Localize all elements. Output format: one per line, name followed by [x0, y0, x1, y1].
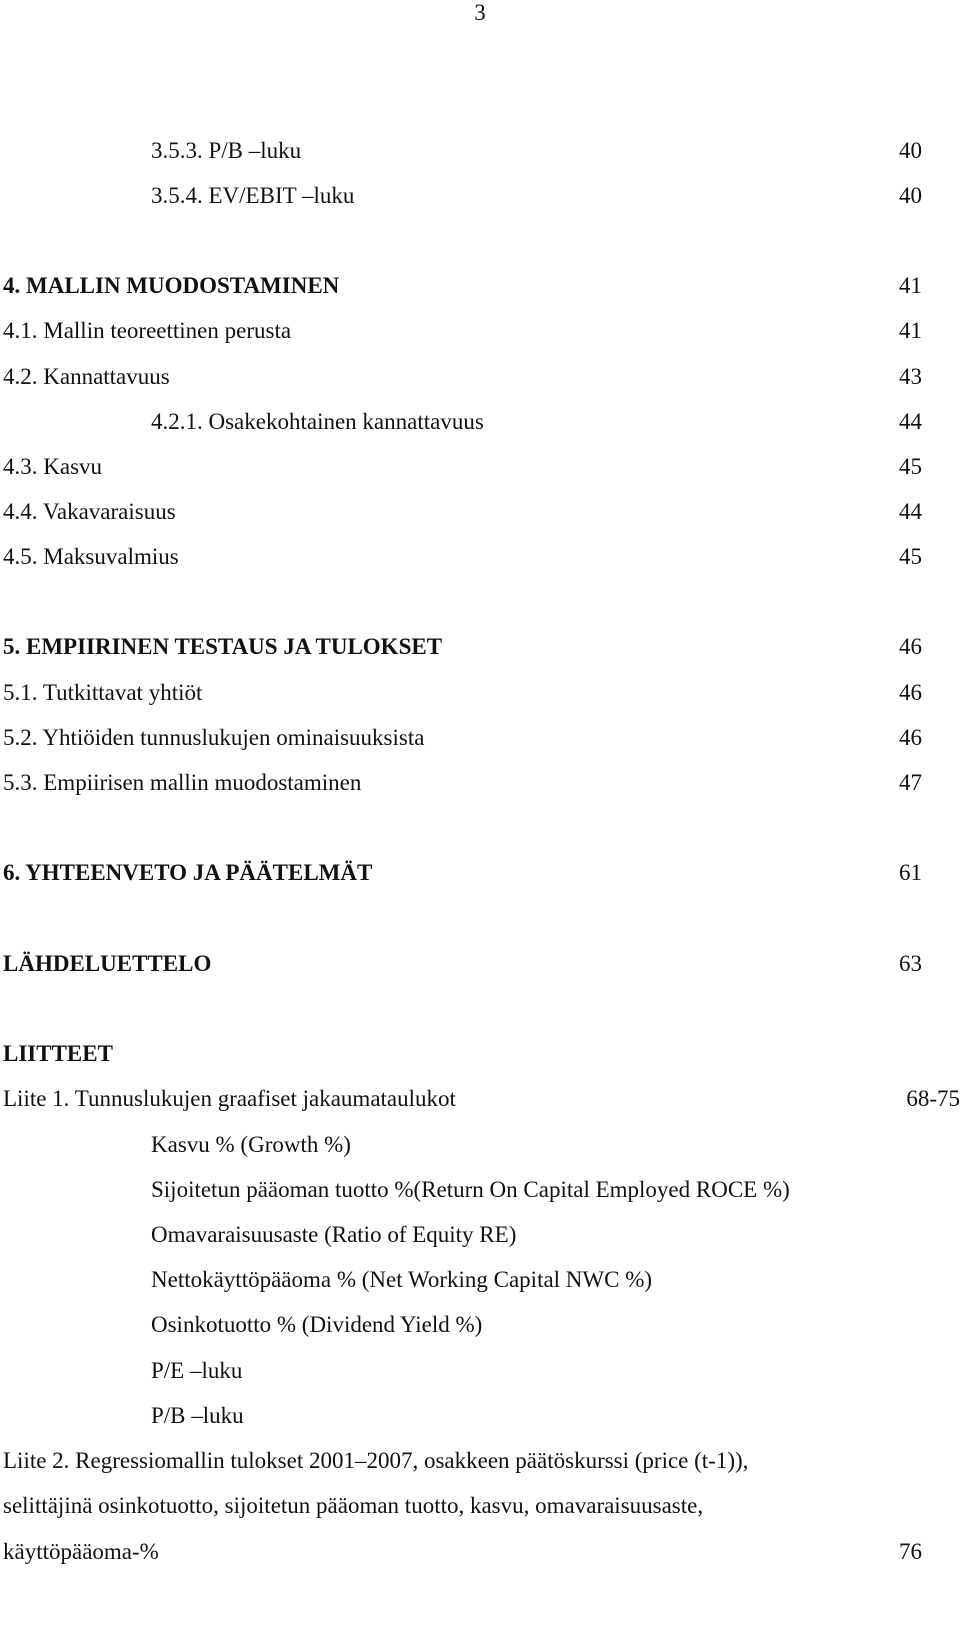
toc-entry-title: 5.3. Empiirisen mallin muodostaminen: [3, 770, 362, 795]
toc-entry-title: selittäjinä osinkotuotto, sijoitetun pääoman tuotto, kasvu, omavaraisuusaste,: [3, 1493, 704, 1518]
toc-entry: [0, 181, 960, 211]
toc-subentry: [0, 1220, 960, 1250]
toc-entry: [0, 497, 960, 527]
toc-entry-page: 45: [899, 454, 922, 479]
toc-chapter: [0, 1039, 960, 1069]
toc-entry: [0, 1084, 960, 1114]
toc-entry-page: 45: [899, 544, 922, 569]
toc-entry: [0, 1446, 960, 1476]
toc-entry-page: 44: [899, 409, 922, 434]
toc-entry: [0, 542, 960, 572]
toc-entry-page: 41: [899, 273, 922, 298]
toc-entry-continuation: [0, 1537, 960, 1567]
toc-entry: [0, 768, 960, 798]
toc-subentry: [0, 1356, 960, 1386]
toc-subentry-title: P/B –luku: [151, 1403, 244, 1428]
toc-entry: [0, 678, 960, 708]
toc-entry-title: 5.1. Tutkittavat yhtiöt: [3, 680, 203, 705]
toc-entry-title: 4.3. Kasvu: [3, 454, 103, 479]
toc-entry-title: 3.5.3. P/B –luku: [151, 138, 302, 163]
toc-entry-title: Liite 2. Regressiomallin tulokset 2001–2007, osakkeen päätöskurssi (price (t-1)),: [3, 1448, 749, 1473]
toc-entry-title: 4.4. Vakavaraisuus: [3, 499, 176, 524]
toc-chapter-title: LÄHDELUETTELO: [3, 951, 212, 976]
toc-chapter: [0, 949, 960, 979]
toc-entry-page: 46: [899, 725, 922, 750]
toc-subentry-title: Kasvu % (Growth %): [151, 1132, 351, 1157]
toc-chapter-title: LIITTEET: [3, 1041, 113, 1066]
toc-chapter: [0, 858, 960, 888]
toc-entry-page: 68-75: [906, 1086, 960, 1111]
toc-entry-title: Liite 1. Tunnuslukujen graafiset jakaumataulukot: [3, 1086, 456, 1111]
toc-subentry-title: Osinkotuotto % (Dividend Yield %): [151, 1312, 483, 1337]
toc-entry-page: 47: [899, 770, 922, 795]
toc-entry-continuation: [0, 1491, 960, 1521]
toc-entry: [0, 136, 960, 166]
toc-chapter-title: 4. MALLIN MUODOSTAMINEN: [3, 273, 340, 298]
toc-entry-page: 43: [899, 364, 922, 389]
toc-entry-page: 61: [899, 860, 922, 885]
toc-subentry-title: Omavaraisuusaste (Ratio of Equity RE): [151, 1222, 517, 1247]
toc-entry-title: 4.5. Maksuvalmius: [3, 544, 179, 569]
toc-subentry: [0, 1265, 960, 1295]
toc-entry-title: 3.5.4. EV/EBIT –luku: [151, 183, 355, 208]
toc-entry: [0, 362, 960, 392]
toc-subentry: [0, 1310, 960, 1340]
toc-entry: [0, 452, 960, 482]
toc-entry-page: 76: [899, 1539, 922, 1564]
toc-entry-page: 46: [899, 680, 922, 705]
toc-entry-page: 63: [899, 951, 922, 976]
toc-entry-title: 4.2.1. Osakekohtainen kannattavuus: [151, 409, 484, 434]
toc-entry-title: käyttöpääoma-%: [3, 1539, 159, 1564]
toc-chapter-title: 5. EMPIIRINEN TESTAUS JA TULOKSET: [3, 634, 443, 659]
toc-subentry: [0, 1175, 960, 1205]
toc-entry: [0, 316, 960, 346]
toc-entry-title: 5.2. Yhtiöiden tunnuslukujen ominaisuuksista: [3, 725, 425, 750]
toc-entry-title: 4.2. Kannattavuus: [3, 364, 170, 389]
toc-entry-page: 41: [899, 318, 922, 343]
toc-entry: [0, 723, 960, 753]
toc-subentry-title: P/E –luku: [151, 1358, 243, 1383]
page-number: 3: [474, 0, 486, 25]
toc-entry-title: 4.1. Mallin teoreettinen perusta: [3, 318, 292, 343]
toc-subentry-title: Nettokäyttöpääoma % (Net Working Capital NWC %): [151, 1267, 653, 1292]
toc-chapter-title: 6. YHTEENVETO JA PÄÄTELMÄT: [3, 860, 373, 885]
toc-entry-page: 44: [899, 499, 922, 524]
toc-entry: [0, 407, 960, 437]
toc-chapter: [0, 632, 960, 662]
toc-entry-page: 40: [899, 138, 922, 163]
toc-entry-page: 40: [899, 183, 922, 208]
toc-chapter: [0, 271, 960, 301]
toc-subentry-title: Sijoitetun pääoman tuotto %(Return On Capital Employed ROCE %): [151, 1177, 790, 1202]
toc-subentry: [0, 1401, 960, 1431]
toc-subentry: [0, 1130, 960, 1160]
toc-entry-page: 46: [899, 634, 922, 659]
